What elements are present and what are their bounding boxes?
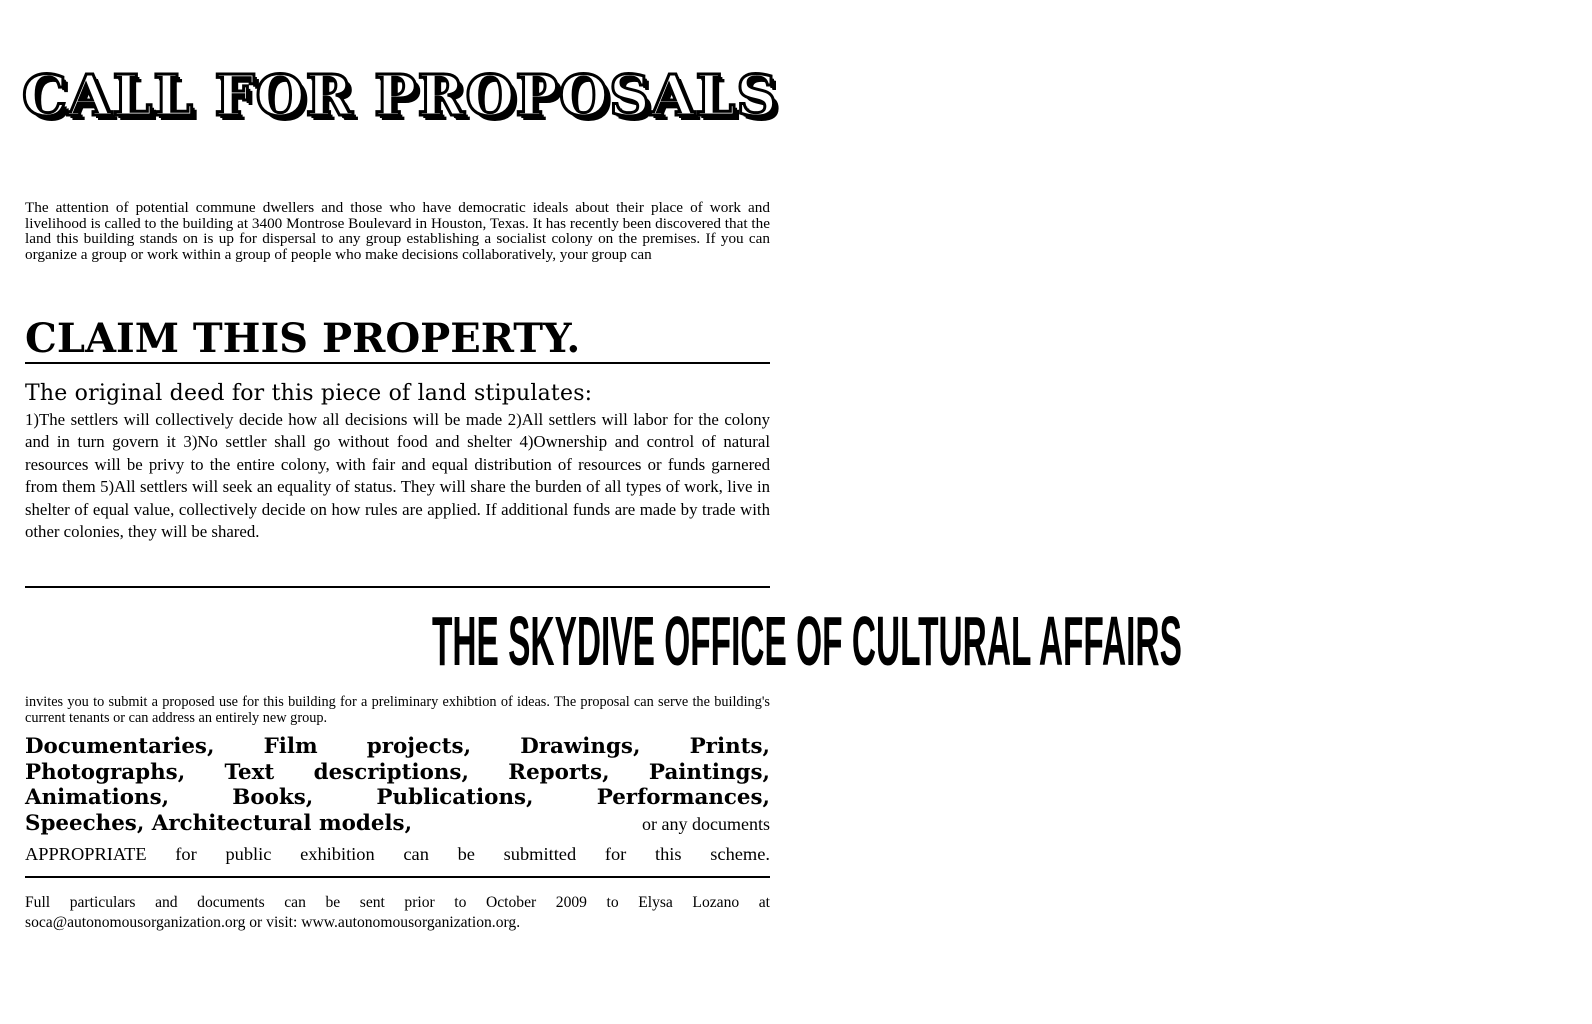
intro-paragraph: The attention of potential commune dwellers and those who have democratic ideals about their place of work and livelihood is called to the building at 3400 Montrose Boulevard in Houston, Texas. It has recently been discovered that the land this building stands on is up for dispersal to any group establishing a socialist colony on the premises. If you can organize a group or work within a group of people who make decisions collaboratively, your group can bbox=[25, 199, 770, 263]
claim-heading: CLAIM THIS PROPERTY. bbox=[25, 315, 581, 362]
media-line bbox=[25, 811, 770, 838]
media-tail: or any documents bbox=[642, 813, 770, 834]
media-line: Photographs, Text descriptions, Reports, Paintings, bbox=[25, 759, 770, 785]
footer-contact: Full particulars and documents can be sent prior to October 2009 to Elysa Lozano at soca@autonomousorganization.org or visit: www.autonomousorganization.org. bbox=[25, 894, 770, 931]
divider bbox=[25, 876, 770, 878]
divider bbox=[25, 362, 770, 364]
office-heading bbox=[22, 602, 1182, 680]
poster-headline: CALL FOR PROPOSALS bbox=[22, 63, 778, 129]
media-list bbox=[25, 734, 770, 837]
deed-stipulations: 1)The settlers will collectively decide how all decisions will be made 2)All settlers will labor for the colony and in turn govern it 3)No settler shall go without food and shelter 4)Ownership and control of natural resources will be privy to the entire colony, with fair and equal distribution of resources or funds garnered from them 5)All settlers will seek an equality of status. They will share the burden of all types of work, live in shelter of equal value, collectively decide on how rules are applied. If additional funds are made by trade with other colonies, they will be shared. bbox=[25, 410, 770, 542]
deed-heading: The original deed for this piece of land stipulates: bbox=[25, 381, 593, 406]
invite-paragraph: invites you to submit a proposed use for this building for a preliminary exhibtion of ideas. The proposal can serve the building's current tenants or can address an entirely new group. bbox=[25, 694, 770, 726]
appropriate-line: APPROPRIATE for public exhibition can be submitted for this scheme. bbox=[25, 844, 770, 864]
office-heading-text: THE SKYDIVE OFFICE OF CULTURAL AFFAIRS bbox=[431, 602, 1182, 680]
media-line: Animations, Books, Publications, Performances, bbox=[25, 785, 770, 810]
media-last: Speeches, Architectural models, bbox=[25, 810, 413, 836]
media-line: Documentaries, Film projects, Drawings, Prints, bbox=[25, 734, 770, 759]
divider bbox=[25, 586, 770, 588]
